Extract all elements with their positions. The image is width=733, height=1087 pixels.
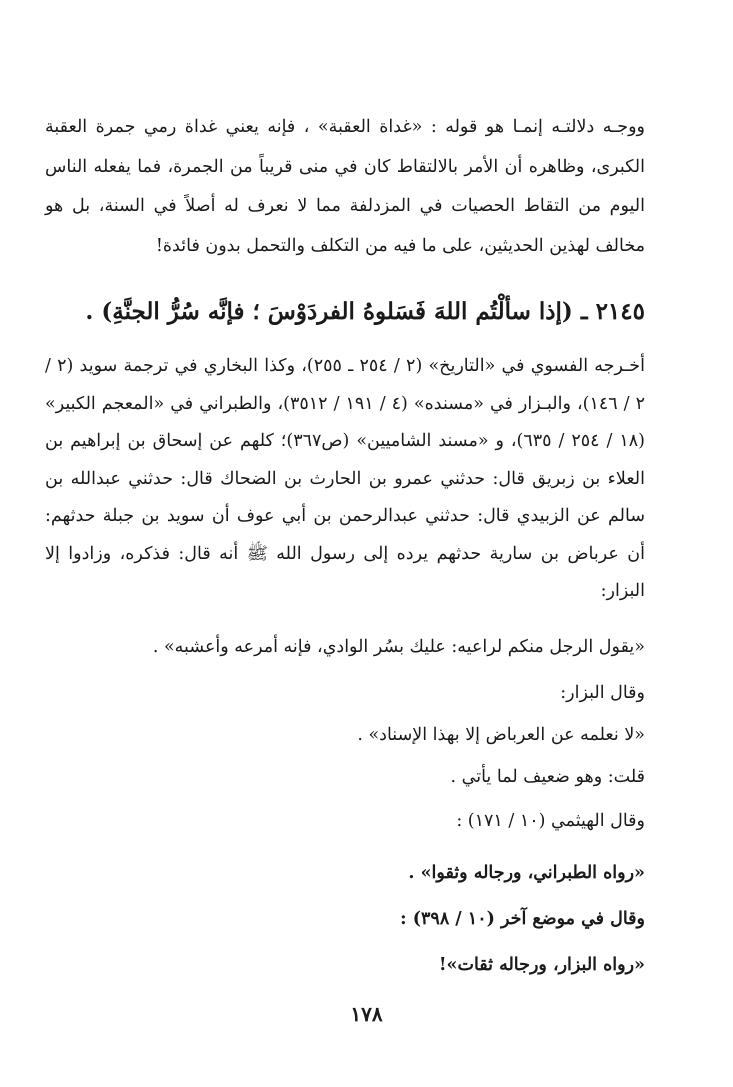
quote-intro-haythami-2: وقال في موضع آخر (١٠ / ٣٩٨) : [400,909,645,929]
author-comment: قلت: وهو ضعيف لما يأتي . [450,767,645,787]
hadith-heading: ٢١٤٥ ـ (إذا سألْتُم اللهَ فَسَلوهُ الفردَوْسَ ؛ فإنَّه سُرُّ الجنَّةِ) . [85,298,645,325]
paragraph-commentary: ووجـه دلالتـه إنمـا هو قوله : «غداة العقبة» ، فإنه يعني غداة رمي جمرة العقبة الكبرى، وظاهره أن الأمر بالالتقاط كان في منى قريباً من الجمرة، فما يفعله الناس اليوم من التقاط الحصيات في المزدلفة مما لا نعرف له أصلاً في السنة، بل هو مخالف لهذين الحديثين، على ما فيه من التكلف والتحمل بدون فائدة! [45,117,645,256]
hadith-addition: «يقول الرجل منكم لراعيه: عليك بسُر الوادي، فإنه أمرعه وأعشبه» . [152,637,645,657]
quote-intro-haythami: وقال الهيثمي (١٠ / ١٧١) : [456,811,645,831]
paragraph-takhrij: أخـرجه الفسوي في «التاريخ» (٢ / ٢٥٤ ـ ٢٥٥)، وكذا البخاري في ترجمة سويد (٢ / ٢ / ١٤٦)، والبـزار في «مسنده» (٤ / ١٩١ / ٣٥١٢)، والطبراني في «المعجم الكبير» (١٨ / ٢٥٤ / ٦٣٥)، و «مسند الشاميين» (ص٣٦٧)؛ كلهم عن إسحاق بن إبراهيم بن العلاء بن زبريق قال: حدثني عمرو بن الحارث بن الضحاك قال: حدثني عبدالله بن سالم عن الزبيدي قال: حدثني عبدالرحمن بن أبي عوف أن سويد بن جبلة حدثهم: أن عرباض بن سارية حدثهم يرده إلى رسول الله ﷺ أنه قال: فذكره، وزادوا إلا البزار: [45,356,645,601]
quote-haythami-1: «رواه الطبراني، ورجاله وثقوا» . [408,863,645,883]
quote-intro-bazzar: وقال البزار: [560,683,645,703]
quote-bazzar: «لا نعلمه عن العرباض إلا بهذا الإسناد» . [357,725,645,745]
page-number: ١٧٨ [350,1002,383,1026]
quote-haythami-2: «رواه البزار، ورجاله ثقات»! [438,955,645,975]
